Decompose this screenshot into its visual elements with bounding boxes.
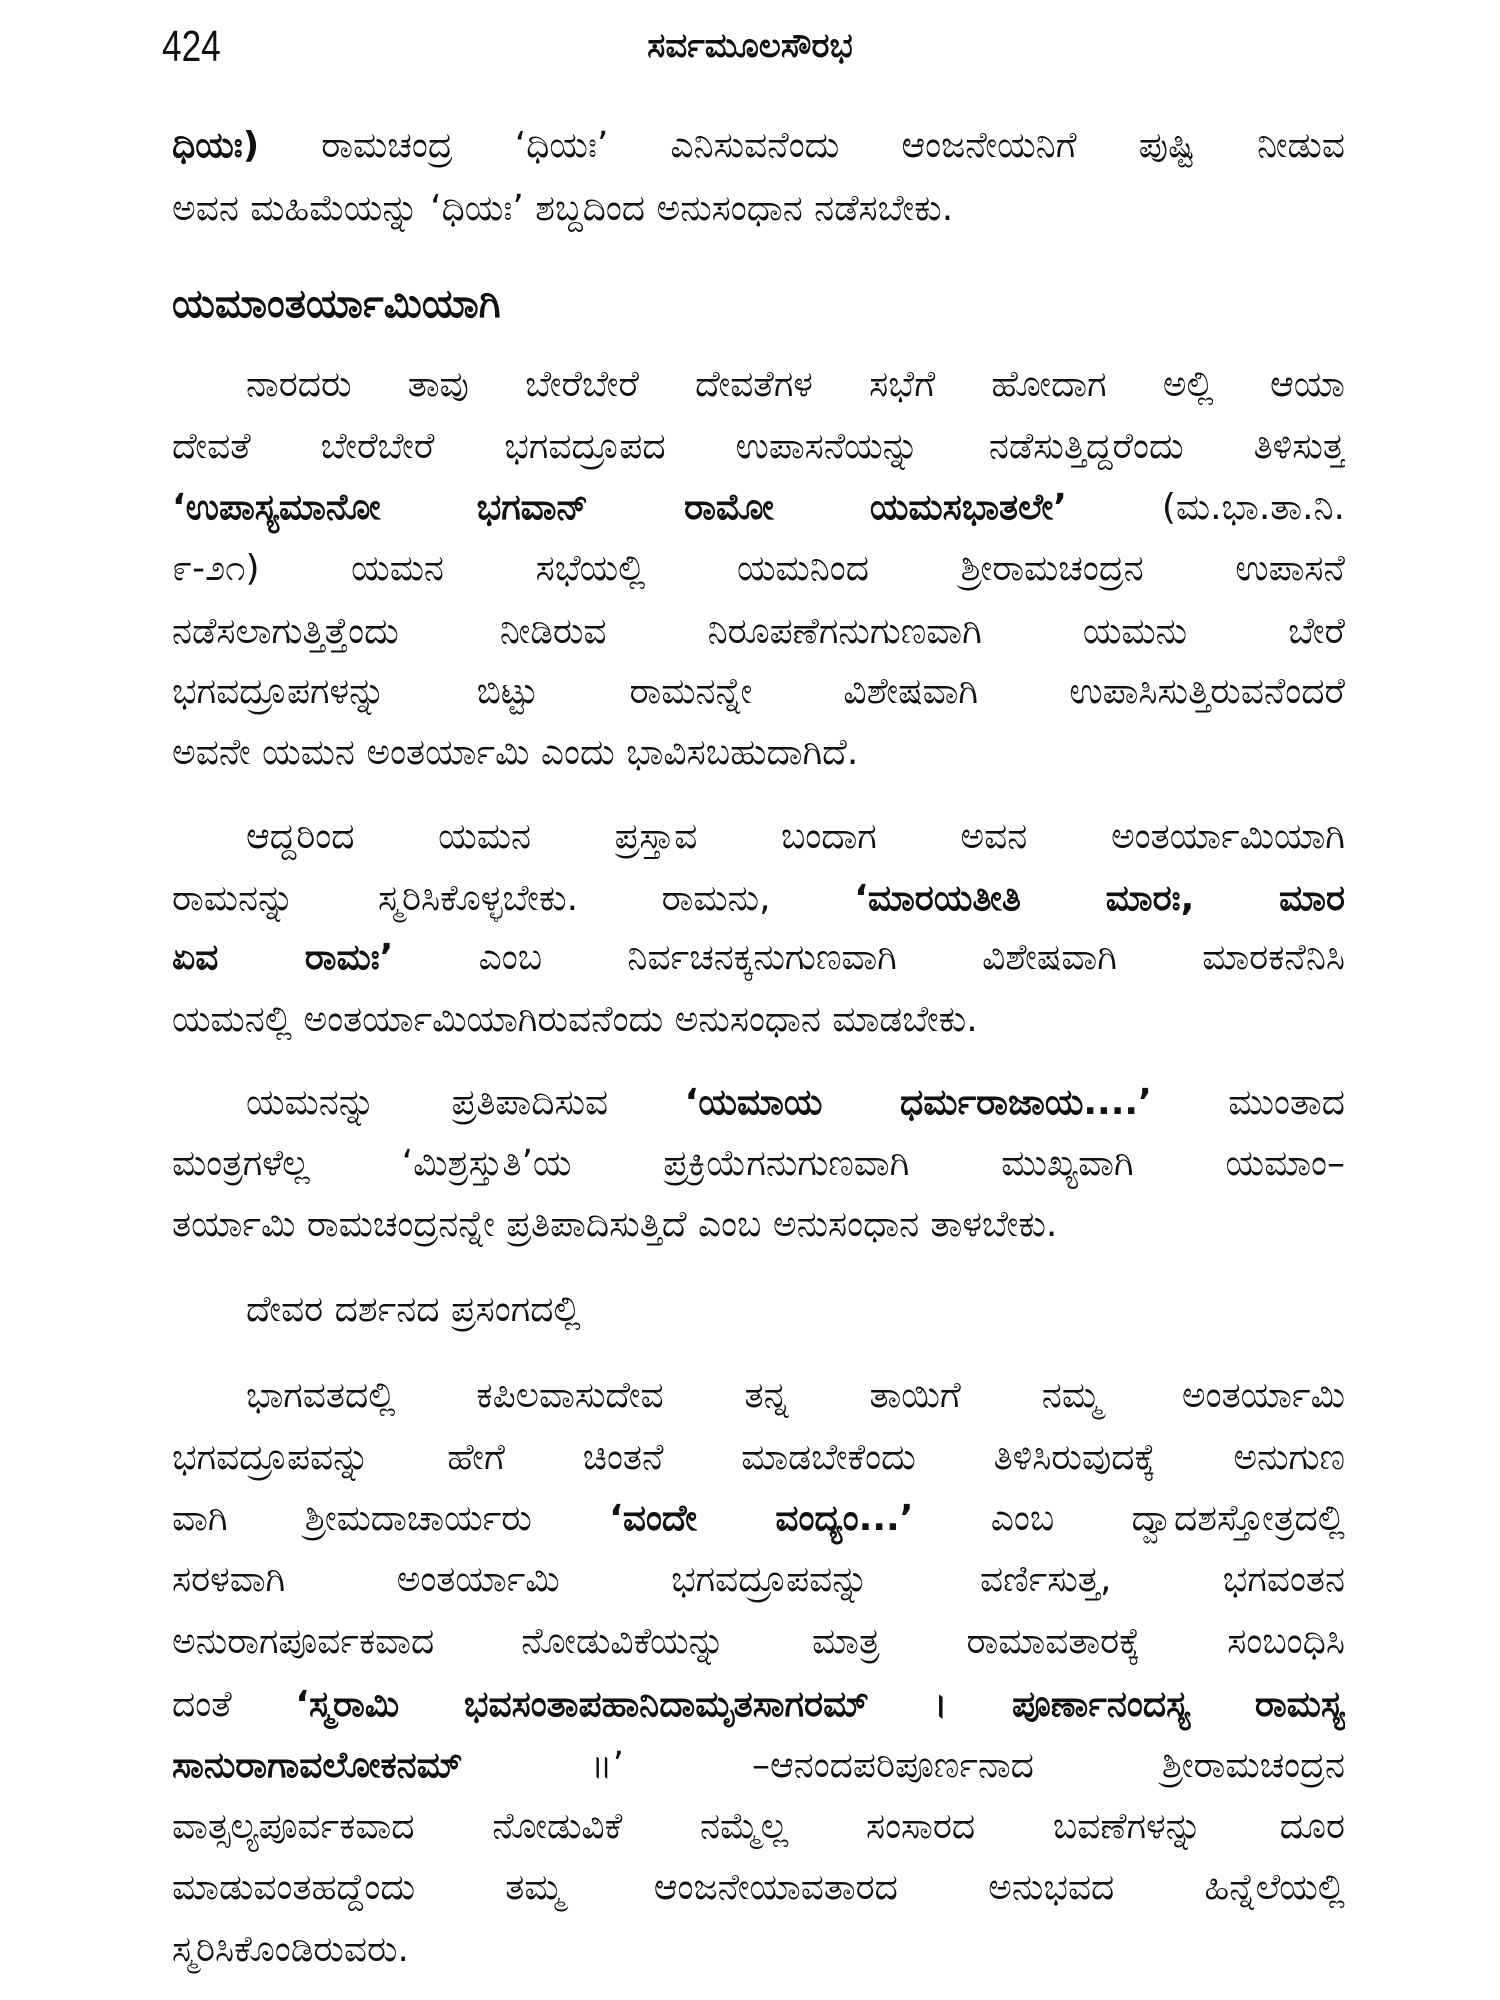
- text-line: [172, 1428, 1345, 1488]
- bold-quote: ‘ವಂದೇ ವಂದ್ಯಂ...’: [609, 1498, 914, 1539]
- text-line: [172, 1489, 1345, 1549]
- text-segment: ರಾಮನನ್ನು ಸ್ಮರಿಸಿಕೊಳ್ಳಬೇಕು. ರಾಮನು,: [172, 878, 855, 919]
- bold-quote: ‘ಯಮಾಯ ಧರ್ಮರಾಜಾಯ....’: [684, 1082, 1152, 1123]
- text-line: [172, 1612, 1345, 1672]
- text-line: [172, 928, 1345, 988]
- text-segment: ರಾಮಚಂದ್ರ ‘ಧಿಯಃ’ ಎನಿಸುವನೆಂದು ಆಂಜನೇಯನಿಗೆ ಪುಷ್ಟಿ ನೀಡುವ: [259, 125, 1345, 166]
- text-segment: ಅವನೇ ಯಮನ ಅಂತರ್ಯಾಮಿ ಎಂದು ಭಾವಿಸಬಹುದಾಗಿದೆ.: [172, 732, 859, 773]
- text-line: [172, 662, 1345, 722]
- text-line: [172, 1736, 1345, 1796]
- text-segment: ಎಂಬ ನಿರ್ವಚನಕ್ಕನುಗುಣವಾಗಿ ವಿಶೇಷವಾಗಿ ಮಾರಕನೆನಿಸಿ: [393, 937, 1345, 978]
- text-segment: ತರ್ಯಾಮಿ ರಾಮಚಂದ್ರನನ್ನೇ ಪ್ರತಿಪಾದಿಸುತ್ತಿದೆ ಎಂಬ ಅನುಸಂಧಾನ ತಾಳಬೇಕು.: [172, 1204, 1058, 1245]
- text-line: [172, 869, 1345, 929]
- text-line: [172, 1195, 1345, 1255]
- text-segment: ಅವನ ಮಹಿಮೆಯನ್ನು ‘ಧಿಯಃ’ ಶಬ್ದದಿಂದ ಅನುಸಂಧಾನ ನಡೆಸಬೇಕು.: [172, 188, 954, 229]
- text-segment: ದಂತೆ: [172, 1684, 296, 1725]
- bold-quote: ಧಿಯಃ): [172, 125, 260, 166]
- text-segment: ॥’ –ಆನಂದಪರಿಪೂರ್ಣನಾದ ಶ್ರೀರಾಮಚಂದ್ರನ: [462, 1745, 1345, 1786]
- text-segment: ನಡೆಸಲಾಗುತ್ತಿತ್ತೆಂದು ನೀಡಿರುವ ನಿರೂಪಣೆಗನುಗುಣವಾಗಿ ಯಮನು ಬೇರೆ: [172, 611, 1345, 652]
- text-line: [172, 179, 1345, 239]
- text-line: [172, 723, 1345, 783]
- text-line: [172, 417, 1345, 477]
- text-line: [246, 355, 1345, 415]
- text-line: [172, 1675, 1345, 1735]
- bold-quote: ಸಾನುರಾಗಾವಲೋಕನಮ್: [172, 1745, 463, 1786]
- text-segment: ೯-೨೧) ಯಮನ ಸಭೆಯಲ್ಲಿ ಯಮನಿಂದ ಶ್ರೀರಾಮಚಂದ್ರನ ಉಪಾಸನೆ: [172, 548, 1345, 589]
- section-heading: [172, 274, 1345, 334]
- text-segment: ಯಮನನ್ನು ಪ್ರತಿಪಾದಿಸುವ: [246, 1082, 685, 1123]
- text-line: [172, 116, 1345, 176]
- text-segment: ಯಮನಲ್ಲಿ ಅಂತರ್ಯಾಮಿಯಾಗಿರುವನೆಂದು ಅನುಸಂಧಾನ ಮಾಡಬೇಕು.: [172, 999, 978, 1040]
- text-line: [172, 1797, 1345, 1857]
- text-segment: ಅನುರಾಗಪೂರ್ವಕವಾದ ನೋಡುವಿಕೆಯನ್ನು ಮಾತ್ರ ರಾಮಾವತಾರಕ್ಕೆ ಸಂಬಂಧಿಸಿ: [172, 1621, 1345, 1662]
- text-segment: ದೇವತೆ ಬೇರೆಬೇರೆ ಭಗವದ್ರೂಪದ ಉಪಾಸನೆಯನ್ನು ನಡೆಸುತ್ತಿದ್ದರೆಂದು ತಿಳಿಸುತ್ತ: [172, 426, 1345, 467]
- text-segment: ವಾಗಿ ಶ್ರೀಮದಾಚಾರ್ಯರು: [172, 1498, 610, 1539]
- text-line: [172, 478, 1345, 538]
- text-segment: ಭಗವದ್ರೂಪಗಳನ್ನು ಬಿಟ್ಟು ರಾಮನನ್ನೇ ವಿಶೇಷವಾಗಿ ಉಪಾಸಿಸುತ್ತಿರುವನೆಂದರೆ: [172, 671, 1345, 712]
- text-line: [246, 807, 1345, 867]
- text-segment: ಸರಳವಾಗಿ ಅಂತರ್ಯಾಮಿ ಭಗವದ್ರೂಪವನ್ನು ವರ್ಣಿಸುತ್ತ, ಭಗವಂತನ: [172, 1559, 1345, 1600]
- subheading: [246, 1280, 1345, 1340]
- text-segment: ಆದ್ದರಿಂದ ಯಮನ ಪ್ರಸ್ತಾವ ಬಂದಾಗ ಅವನ ಅಂತರ್ಯಾಮಿಯಾಗಿ: [246, 816, 1345, 857]
- text-line: [172, 990, 1345, 1050]
- text-segment: ಮಾಡುವಂತಹದ್ದೆಂದು ತಮ್ಮ ಆಂಜನೇಯಾವತಾರದ ಅನುಭವದ ಹಿನ್ನೆಲೆಯಲ್ಲಿ: [172, 1867, 1345, 1908]
- text-line: [172, 539, 1345, 599]
- text-segment: ಸ್ಮರಿಸಿಕೊಂಡಿರುವರು.: [172, 1929, 409, 1970]
- text-line: [246, 1366, 1345, 1426]
- text-segment: ಮುಂತಾದ: [1151, 1082, 1345, 1123]
- text-segment: ನಾರದರು ತಾವು ಬೇರೆಬೇರೆ ದೇವತೆಗಳ ಸಭೆಗೆ ಹೋದಾಗ ಅಲ್ಲಿ ಆಯಾ: [246, 364, 1345, 405]
- text-segment: ವಾತ್ಸಲ್ಯಪೂರ್ವಕವಾದ ನೋಡುವಿಕೆ ನಮ್ಮೆಲ್ಲ ಸಂಸಾರದ ಬವಣೆಗಳನ್ನು ದೂರ: [172, 1806, 1345, 1847]
- bold-quote: ‘ಸ್ಮರಾಮಿ ಭವಸಂತಾಪಹಾನಿದಾಮೃತಸಾಗರಮ್ । ಪೂರ್ಣಾನಂದಸ್ಯ ರಾಮಸ್ಯ: [295, 1684, 1345, 1725]
- text-segment: ಭಗವದ್ರೂಪವನ್ನು ಹೇಗೆ ಚಿಂತನೆ ಮಾಡಬೇಕೆಂದು ತಿಳಿಸಿರುವುದಕ್ಕೆ ಅನುಗುಣ: [172, 1437, 1345, 1478]
- text-line: [172, 1858, 1345, 1918]
- text-segment: (ಮ.ಭಾ.ತಾ.ನಿ.: [1066, 487, 1345, 528]
- bold-quote: ಏವ ರಾಮಃ’: [172, 937, 394, 978]
- text-line: [172, 1134, 1345, 1194]
- text-segment: ಎಂಬ ದ್ವಾದಶಸ್ತೋತ್ರದಲ್ಲಿ: [913, 1498, 1345, 1539]
- bold-quote: ಯಮಾಂತರ್ಯಾಮಿಯಾಗಿ: [172, 281, 501, 327]
- text-line: [172, 1920, 1345, 1980]
- text-segment: ಭಾಗವತದಲ್ಲಿ ಕಪಿಲವಾಸುದೇವ ತನ್ನ ತಾಯಿಗೆ ನಮ್ಮ ಅಂತರ್ಯಾಮಿ: [246, 1375, 1345, 1416]
- page-number: 424: [162, 22, 221, 71]
- running-title: ಸರ್ವಮೂಲಸೌರಭ: [647, 26, 853, 66]
- bold-quote: ‘ಉಪಾಸ್ಯಮಾನೋ ಭಗವಾನ್ ರಾಮೋ ಯಮಸಭಾತಲೇ’: [172, 487, 1067, 528]
- text-segment: ದೇವರ ದರ್ಶನದ ಪ್ರಸಂಗದಲ್ಲಿ: [246, 1289, 581, 1330]
- text-segment: ಮಂತ್ರಗಳೆಲ್ಲ ‘ಮಿಶ್ರಸ್ತುತಿ’ಯ ಪ್ರಕ್ರಿಯೆಗನುಗುಣವಾಗಿ ಮುಖ್ಯವಾಗಿ ಯಮಾಂ–: [172, 1143, 1345, 1184]
- text-line: [172, 1550, 1345, 1610]
- text-line: [172, 602, 1345, 662]
- text-line: [246, 1073, 1345, 1133]
- bold-quote: ‘ಮಾರಯತೀತಿ ಮಾರಃ, ಮಾರ: [854, 878, 1345, 919]
